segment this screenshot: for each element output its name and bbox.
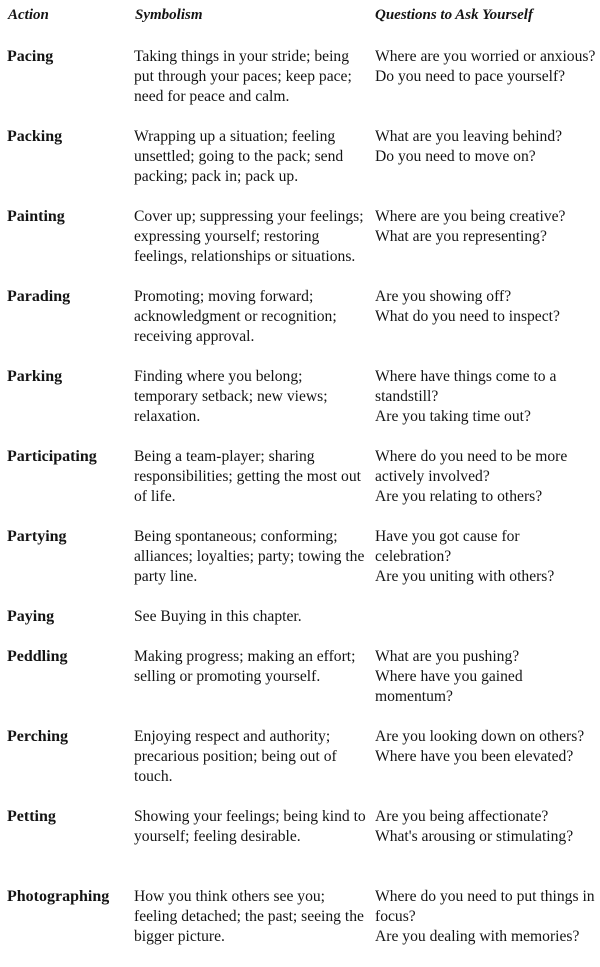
symbolism-text: Enjoying respect and authority; precarious position; being out of touch. bbox=[134, 728, 337, 785]
table-row bbox=[0, 207, 600, 287]
table-row bbox=[0, 647, 600, 727]
symbolism-text: Promoting; moving forward; acknowledgment or recognition; receiving approval. bbox=[134, 288, 337, 345]
header-questions: Questions to Ask Yourself bbox=[375, 7, 533, 23]
table-row bbox=[0, 727, 600, 807]
symbolism-text: Being spontaneous; conforming; alliances; loyalties; party; towing the party line. bbox=[134, 528, 365, 585]
question-text: Where have you been elevated? bbox=[375, 748, 574, 765]
question-text: Have you got cause for celebration? bbox=[375, 528, 520, 565]
header-action: Action bbox=[8, 7, 49, 23]
table-row bbox=[0, 807, 600, 887]
question-text: Where are you worried or anxious? bbox=[375, 48, 596, 65]
action-term: Paying bbox=[7, 608, 55, 625]
symbolism-text: Finding where you belong; temporary setback; new views; relaxation. bbox=[134, 368, 328, 425]
questions-cell bbox=[375, 727, 597, 767]
symbolism-text: Cover up; suppressing your feelings; expressing yourself; restoring feelings, relationships or situations. bbox=[134, 208, 364, 265]
header-symbolism: Symbolism bbox=[135, 7, 203, 23]
table-row bbox=[0, 367, 600, 447]
questions-cell bbox=[375, 207, 597, 247]
action-term: Parading bbox=[7, 288, 71, 305]
table-row bbox=[0, 607, 600, 647]
action-term: Partying bbox=[7, 528, 67, 545]
symbolism-text: Taking things in your stride; being put through your paces; keep pace; need for peace and calm. bbox=[134, 48, 352, 105]
question-text: Where have things come to a standstill? bbox=[375, 368, 557, 405]
questions-cell bbox=[375, 527, 597, 587]
questions-cell bbox=[375, 447, 597, 507]
question-text: What do you need to inspect? bbox=[375, 308, 560, 325]
question-text: What are you pushing? bbox=[375, 648, 520, 665]
questions-cell bbox=[375, 127, 597, 167]
table-row bbox=[0, 887, 600, 967]
question-text: Are you relating to others? bbox=[375, 488, 543, 505]
question-text: Where do you need to be more actively involved? bbox=[375, 448, 568, 485]
question-text: Are you being affectionate? bbox=[375, 808, 549, 825]
question-text: Are you looking down on others? bbox=[375, 728, 585, 745]
table-header bbox=[0, 7, 600, 29]
question-text: Do you need to move on? bbox=[375, 148, 536, 165]
table-row bbox=[0, 447, 600, 527]
question-text: Where have you gained momentum? bbox=[375, 668, 523, 705]
symbolism-text: Making progress; making an effort; selling or promoting yourself. bbox=[134, 648, 356, 685]
question-text: Where do you need to put things in focus? bbox=[375, 888, 595, 925]
table-body bbox=[0, 47, 600, 967]
action-term: Petting bbox=[7, 808, 56, 825]
table-row bbox=[0, 527, 600, 607]
table-row bbox=[0, 47, 600, 127]
action-term: Perching bbox=[7, 728, 69, 745]
questions-cell bbox=[375, 287, 597, 327]
action-term: Parking bbox=[7, 368, 63, 385]
question-text: Where are you being creative? bbox=[375, 208, 566, 225]
symbolism-text: Wrapping up a situation; feeling unsettled; going to the pack; send packing; pack in; pack up. bbox=[134, 128, 344, 185]
questions-cell bbox=[375, 887, 597, 947]
question-text: Are you showing off? bbox=[375, 288, 512, 305]
question-text: Are you taking time out? bbox=[375, 408, 531, 425]
questions-cell bbox=[375, 647, 597, 707]
action-term: Packing bbox=[7, 128, 63, 145]
question-text: Are you uniting with others? bbox=[375, 568, 555, 585]
questions-cell bbox=[375, 367, 597, 427]
questions-cell bbox=[375, 47, 597, 87]
action-term: Pacing bbox=[7, 48, 54, 65]
question-text: What are you representing? bbox=[375, 228, 547, 245]
question-text: What's arousing or stimulating? bbox=[375, 828, 574, 845]
symbolism-text: See Buying in this chapter. bbox=[134, 608, 302, 625]
symbolism-text: How you think others see you; feeling detached; the past; seeing the bigger picture. bbox=[134, 888, 364, 945]
question-text: Do you need to pace yourself? bbox=[375, 68, 566, 85]
table-row bbox=[0, 127, 600, 207]
action-term: Photographing bbox=[7, 888, 110, 905]
symbolism-text: Being a team-player; sharing responsibilities; getting the most out of life. bbox=[134, 448, 361, 505]
action-term: Peddling bbox=[7, 648, 68, 665]
action-term: Painting bbox=[7, 208, 65, 225]
table-row bbox=[0, 287, 600, 367]
action-term: Participating bbox=[7, 448, 97, 465]
questions-cell bbox=[375, 807, 597, 847]
symbolism-text: Showing your feelings; being kind to yourself; feeling desirable. bbox=[134, 808, 366, 845]
question-text: Are you dealing with memories? bbox=[375, 928, 580, 945]
question-text: What are you leaving behind? bbox=[375, 128, 563, 145]
